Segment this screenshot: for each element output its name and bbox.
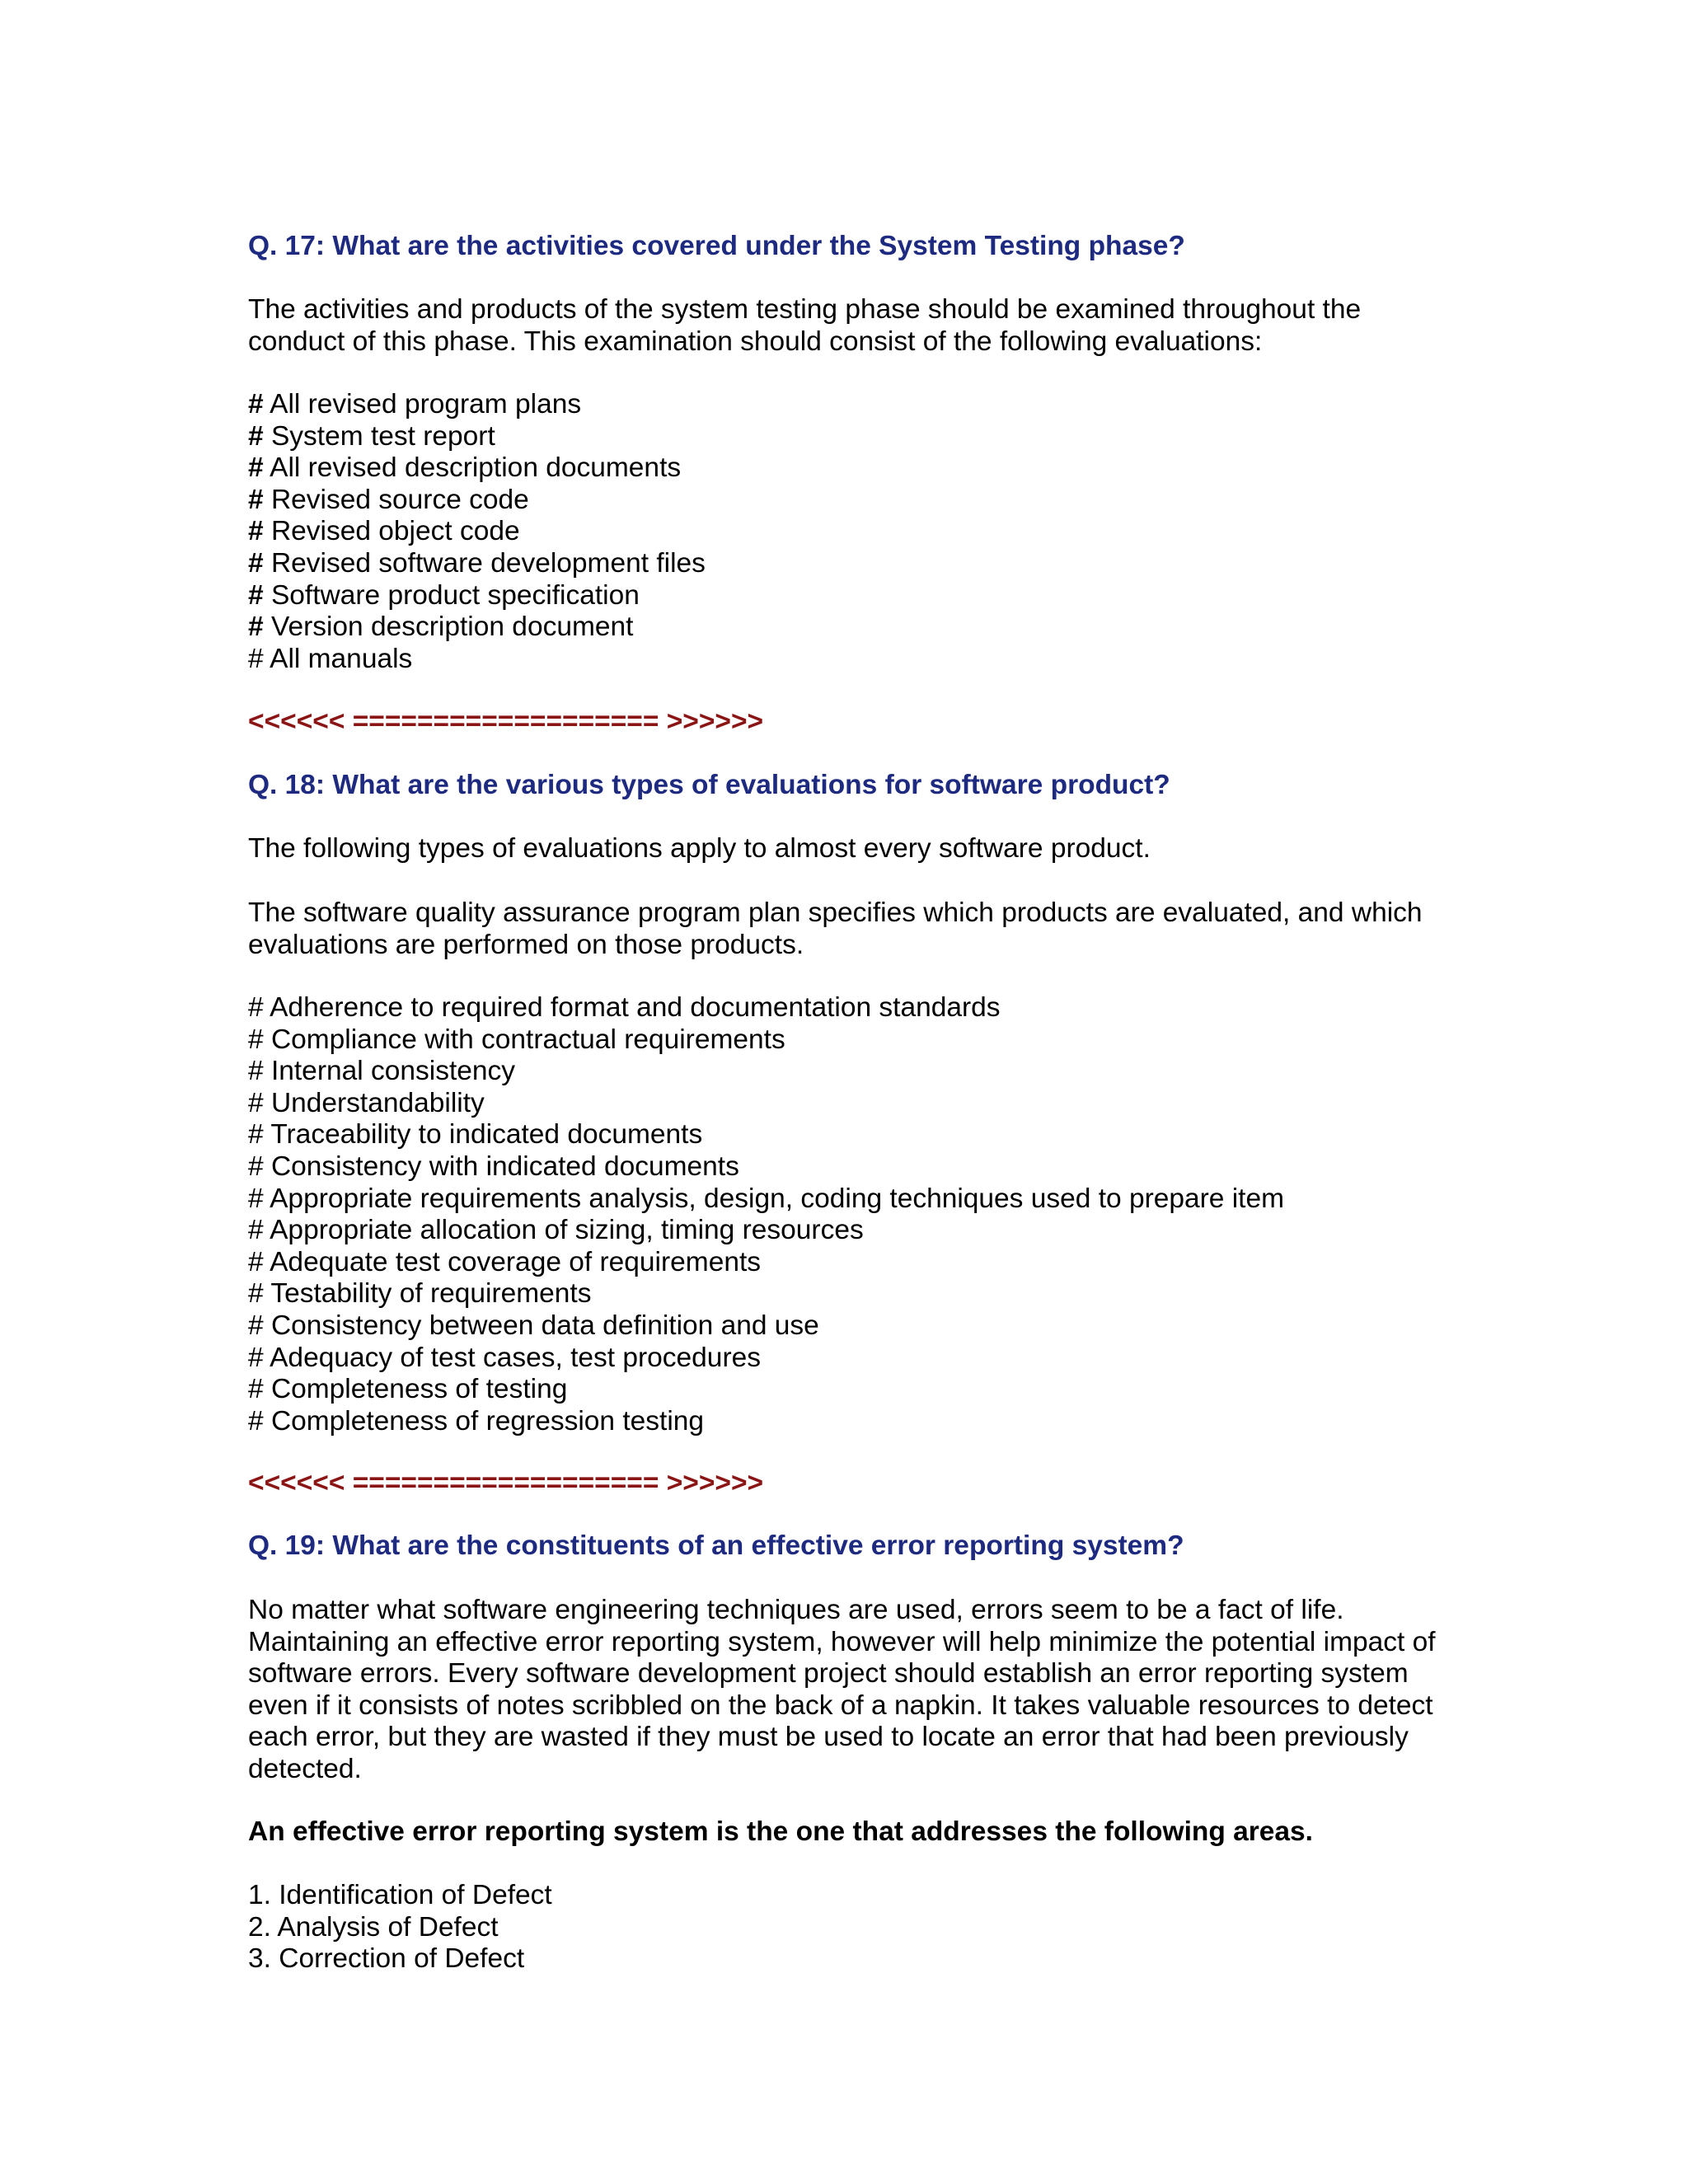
- paragraph-line: each error, but they are wasted if they must be used to locate an error that had been previously: [248, 1722, 1409, 1753]
- list-item: # Consistency between data definition and use: [248, 1310, 819, 1341]
- list-item: 3. Correction of Defect: [248, 1943, 525, 1975]
- list-item: [248, 580, 706, 612]
- list-item: [248, 644, 706, 676]
- bullet-hash: #: [248, 420, 264, 452]
- list-item: # Adequacy of test cases, test procedures: [248, 1342, 761, 1373]
- list-item: # Appropriate requirements analysis, design, coding techniques used to prepare item: [248, 1183, 1285, 1214]
- list-item-text: All revised description documents: [270, 452, 682, 484]
- list-item: # Completeness of regression testing: [248, 1405, 705, 1436]
- question-19-list: [248, 1880, 552, 1975]
- paragraph-line: The software quality assurance program plan specifies which products are evaluated, and which: [248, 898, 1423, 928]
- bullet-hash: #: [248, 612, 264, 643]
- list-item-text: Revised software development files: [270, 547, 706, 579]
- list-item: # Adequate test coverage of requirements: [248, 1246, 762, 1277]
- list-item-text: System test report: [270, 420, 495, 452]
- question-18-heading: Q. 18: What are the various types of evaluations for software product?: [248, 770, 1170, 800]
- paragraph-line: even if it consists of notes scribbled on the back of a napkin. It takes valuable resources to detect: [248, 1690, 1433, 1721]
- list-item: # Testability of requirements: [248, 1278, 592, 1310]
- list-item: [248, 548, 706, 580]
- list-item-text: Software product specification: [270, 579, 640, 611]
- list-item: # Appropriate allocation of sizing, timing resources: [248, 1215, 864, 1246]
- list-item: 1. Identification of Defect: [248, 1880, 552, 1910]
- paragraph-line: The activities and products of the system testing phase should be examined throughout the: [248, 294, 1362, 325]
- paragraph-line: evaluations are performed on those products.: [248, 929, 804, 960]
- question-18-list: [248, 992, 1284, 1437]
- list-item: # Adherence to required format and documentation standards: [248, 992, 1001, 1023]
- bold-statement: An effective error reporting system is the one that addresses the following areas.: [248, 1816, 1313, 1847]
- list-item-text: Revised object code: [270, 516, 520, 547]
- list-item: # Completeness of testing: [248, 1374, 568, 1405]
- list-item: # Internal consistency: [248, 1056, 516, 1087]
- question-18-paragraph: [248, 898, 1423, 961]
- bullet-hash: #: [248, 516, 264, 547]
- list-item: # Traceability to indicated documents: [248, 1119, 703, 1151]
- list-item: # Compliance with contractual requirements: [248, 1024, 785, 1055]
- list-item: [248, 516, 706, 548]
- list-item-text: Revised source code: [270, 484, 529, 515]
- list-item: 2. Analysis of Defect: [248, 1911, 499, 1943]
- bullet-hash: #: [248, 389, 264, 419]
- question-19-paragraph: [248, 1595, 1436, 1786]
- bullet-hash: #: [248, 547, 264, 579]
- list-item: # Consistency with indicated documents: [248, 1151, 739, 1182]
- paragraph-line: Maintaining an effective error reporting system, however will help minimize the potential impact of: [248, 1626, 1436, 1657]
- list-item: # Understandability: [248, 1087, 485, 1118]
- question-18-intro: The following types of evaluations apply to almost every software product.: [248, 833, 1151, 864]
- list-item: [248, 421, 706, 453]
- section-separator: <<<<<< =================== >>>>>>: [248, 1468, 764, 1498]
- list-item-text: Version description document: [270, 612, 634, 643]
- list-item: [248, 485, 706, 517]
- question-19-heading: Q. 19: What are the constituents of an effective error reporting system?: [248, 1530, 1184, 1561]
- list-item-text: All manuals: [270, 643, 413, 674]
- section-separator: <<<<<< =================== >>>>>>: [248, 706, 764, 737]
- list-item-text: All revised program plans: [270, 389, 582, 419]
- list-item: [248, 389, 706, 421]
- paragraph-line: No matter what software engineering techniques are used, errors seem to be a fact of life.: [248, 1595, 1344, 1625]
- question-17-list: [248, 389, 706, 675]
- bullet-hash: #: [248, 643, 264, 674]
- paragraph-line: conduct of this phase. This examination should consist of the following evaluations:: [248, 326, 1263, 357]
- list-item: [248, 612, 706, 644]
- list-item: [248, 452, 706, 485]
- question-17-heading: Q. 17: What are the activities covered under the System Testing phase?: [248, 231, 1185, 261]
- paragraph-line: detected.: [248, 1753, 362, 1784]
- question-17-paragraph: [248, 294, 1361, 358]
- paragraph-line: software errors. Every software development project should establish an error reporting system: [248, 1658, 1409, 1690]
- bullet-hash: #: [248, 484, 264, 515]
- bullet-hash: #: [248, 579, 264, 611]
- bullet-hash: #: [248, 452, 264, 484]
